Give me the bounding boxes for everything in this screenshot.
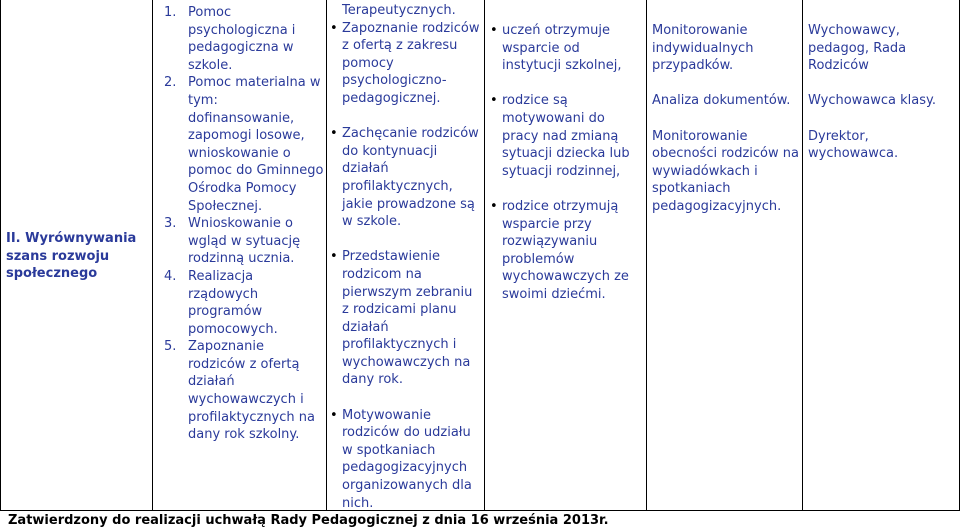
responsible-cell: [808, 22, 956, 180]
evaluation-item: Monitorowanie indywidualnych przypadków.: [652, 23, 754, 74]
category-cell: II. Wyrównywania szans rozwoju społecznego: [6, 231, 137, 282]
task-item: 4. Realizacja rządowych programów pomocowych.: [164, 268, 278, 337]
outcome-item: • uczeń otrzymuje wsparcie od instytucji szkolnej,: [490, 22, 640, 75]
outcome-item: • rodzice są motywowani do pracy nad zmianą sytuacji dziecka lub sytuacji rodzinnej,: [490, 92, 640, 180]
outcomes-cell: [490, 22, 640, 321]
tasks-list: [160, 4, 324, 444]
outcome-item: • rodzice otrzymują wsparcie przy rozwiązywaniu problemów wychowawczych ze swoimi dziećmi.: [490, 198, 640, 304]
methods-head: Terapeutycznych.: [342, 3, 456, 18]
method-item: • Motywowanie rodziców do udziału w spotkaniach pedagogizacyjnych organizowanych dla nich.: [330, 407, 480, 513]
evaluation-cell: [652, 22, 800, 233]
task-item: 2. Pomoc materialna w tym: dofinansowanie, zapomogi losowe, wnioskowanie o pomoc do Gminnego Ośrodka Pomocy Społecznej.: [164, 75, 324, 214]
evaluation-item: Monitorowanie obecności rodziców na wywiadówkach i spotkaniach pedagogizacyjnych.: [652, 128, 799, 214]
task-item: 3. Wnioskowanie o wgląd w sytuację rodzinną ucznia.: [164, 216, 301, 267]
responsible-item: Dyrektor, wychowawca.: [808, 128, 899, 162]
responsible-item: Wychowawcy, pedagog, Rada Rodziców: [808, 23, 907, 74]
task-item: 5. Zapoznanie rodziców z ofertą działań wychowawczych i profilaktycznych na dany rok szkolny.: [164, 339, 315, 443]
method-item: • Zapoznanie rodziców z ofertą z zakresu pomocy psychologiczno-pedagogicznej.: [330, 20, 480, 108]
method-item: • Przedstawienie rodzicom na pierwszym zebraniu z rodzicami planu działań profilaktycznych i wychowawczych na dany rok.: [330, 248, 480, 389]
methods-cell: [330, 2, 480, 530]
responsible-item: Wychowawca klasy.: [808, 93, 936, 109]
evaluation-item: Analiza dokumentów.: [652, 93, 791, 109]
approval-footer: Zatwierdzony do realizacji uchwałą Rady Pedagogicznej z dnia 16 września 2013r.: [8, 513, 609, 528]
method-item: • Zachęcanie rodziców do kontynuacji działań profilaktycznych, jakie prowadzone są w szkole.: [330, 125, 480, 231]
task-item: 1. Pomoc psychologiczna i pedagogiczna w szkole.: [164, 5, 296, 73]
